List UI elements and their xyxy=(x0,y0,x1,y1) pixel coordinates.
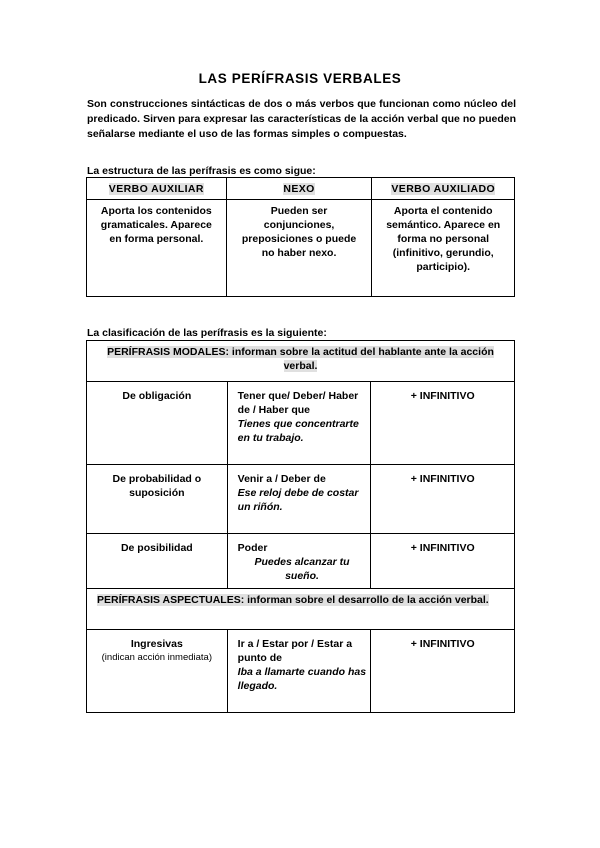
header-verbo-auxiliar: VERBO AUXILIAR xyxy=(87,178,227,200)
example-text: Iba a llamarte cuando has llegado. xyxy=(237,666,367,692)
classification-caption: La clasificación de las perífrasis es la siguiente: xyxy=(87,327,327,339)
header-nexo: NEXO xyxy=(226,178,372,200)
type-obligacion: De obligación xyxy=(87,382,228,465)
type-ingresivas xyxy=(87,630,228,713)
table-row xyxy=(87,382,515,465)
forms-text: Ir a / Estar por / Estar a punto de xyxy=(237,638,353,664)
type-text: Ingresivas xyxy=(130,638,183,650)
example-text: Puedes alcanzar tu sueño. xyxy=(254,556,350,582)
table-row xyxy=(87,465,515,534)
aspectuales-heading: PERÍFRASIS ASPECTUALES: informan sobre el desarrollo de la acción verbal. xyxy=(87,589,515,630)
structure-caption: La estructura de las perífrasis es como sigue: xyxy=(87,165,316,177)
forms-obligacion xyxy=(227,382,371,465)
intro-paragraph: Son construcciones sintácticas de dos o más verbos que funcionan como núcleo del predicado. Sirven para expresar las características de la acción verbal que no pueden señalarse mediante el uso de las formas simples o compuestas. xyxy=(87,98,516,140)
structure-table xyxy=(86,177,515,297)
forms-probabilidad xyxy=(227,465,371,534)
classification-table xyxy=(86,340,515,713)
table-row xyxy=(87,630,515,713)
page-title: LAS PERÍFRASIS VERBALES xyxy=(198,71,402,86)
forms-text: Tener que/ Deber/ Haber de / Haber que xyxy=(237,390,359,416)
complement-probabilidad: + INFINITIVO xyxy=(371,465,515,534)
aspectuales-heading-row xyxy=(87,589,515,630)
cell-verbo-auxiliar: Aporta los contenidos gramaticales. Aparece en forma personal. xyxy=(87,200,227,297)
complement-ingresivas: + INFINITIVO xyxy=(371,630,515,713)
table-row xyxy=(87,534,515,589)
cell-nexo: Pueden ser conjunciones, preposiciones o puede no haber nexo. xyxy=(226,200,372,297)
type-posibilidad: De posibilidad xyxy=(87,534,228,589)
modales-heading-row xyxy=(87,341,515,382)
structure-header-row xyxy=(87,178,515,200)
forms-ingresivas xyxy=(227,630,371,713)
cell-verbo-auxiliado: Aporta el contenido semántico. Aparece en forma no personal (infinitivo, gerundio, participio). xyxy=(372,200,515,297)
example-text: Tienes que concentrarte en tu trabajo. xyxy=(237,418,359,444)
example-text: Ese reloj debe de costar un riñón. xyxy=(237,487,359,513)
header-verbo-auxiliado: VERBO AUXILIADO xyxy=(372,178,515,200)
modales-heading: PERÍFRASIS MODALES: informan sobre la actitud del hablante ante la acción verbal. xyxy=(87,341,515,382)
forms-posibilidad xyxy=(227,534,371,589)
complement-posibilidad: + INFINITIVO xyxy=(371,534,515,589)
structure-content-row xyxy=(87,200,515,297)
type-probabilidad: De probabilidad o suposición xyxy=(87,465,228,534)
complement-obligacion: + INFINITIVO xyxy=(371,382,515,465)
forms-text: Venir a / Deber de xyxy=(237,473,326,485)
type-note: (indican acción inmediata) xyxy=(101,652,213,663)
forms-text: Poder xyxy=(237,542,268,554)
